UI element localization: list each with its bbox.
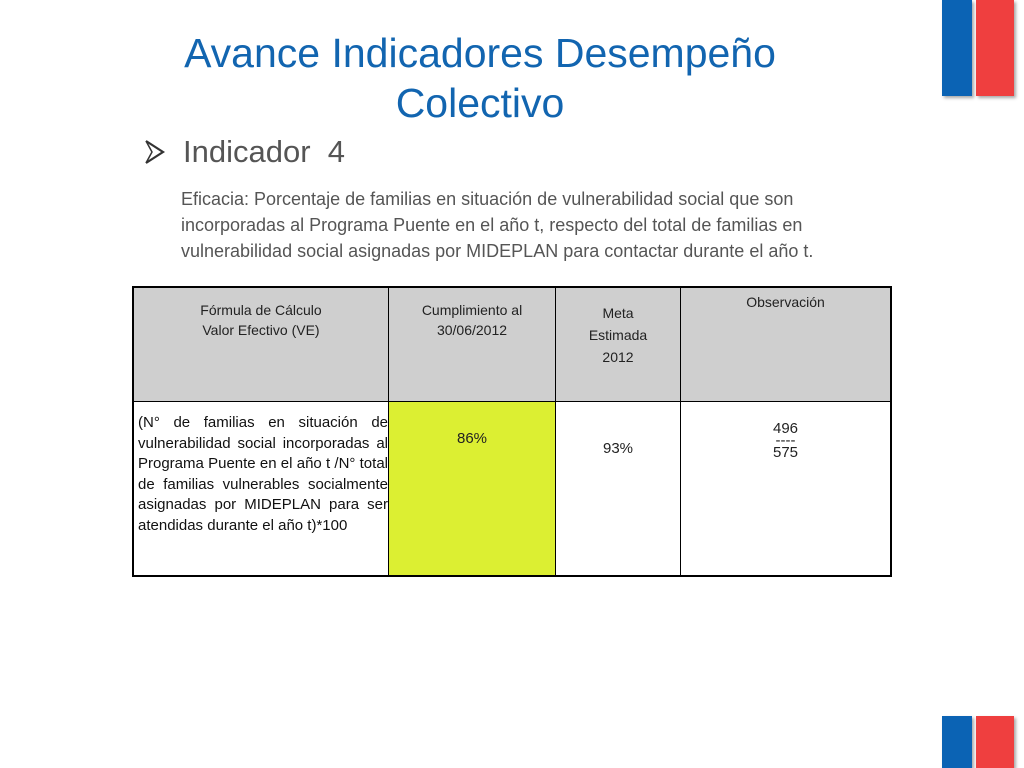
table-row	[133, 402, 891, 577]
title-line-2: Colectivo	[395, 80, 565, 126]
cell-observacion	[681, 402, 892, 577]
arrow-right-icon	[143, 138, 167, 166]
header-observacion-label: Observación	[746, 294, 825, 310]
observacion-denominator: 575	[772, 444, 799, 461]
header-meta-line1: Meta	[602, 305, 634, 321]
cell-cumplimiento	[389, 402, 556, 577]
indicator-description: Eficacia: Porcentaje de familias en situación de vulnerabilidad social que son incorporadas al Programa Puente en el año t, respecto del total de familias en vulnerabilidad social asignadas por MIDEPLAN para contactar durante el año t.	[181, 189, 814, 261]
flag-decoration-bottom	[942, 716, 1014, 768]
header-meta-line3: 2012	[602, 349, 634, 365]
header-cumplimiento-line1: Cumplimiento al	[421, 302, 523, 318]
header-formula-line2: Valor Efectivo (VE)	[202, 322, 320, 338]
flag-blue-stripe	[942, 0, 972, 96]
header-cumplimiento	[389, 287, 556, 402]
cumplimiento-value: 86%	[456, 430, 488, 447]
header-formula	[133, 287, 389, 402]
observacion-separator: ----	[775, 432, 796, 449]
meta-value: 93%	[602, 440, 634, 457]
header-observacion	[681, 287, 892, 402]
flag-red-stripe	[976, 0, 1014, 96]
indicator-table	[132, 286, 892, 577]
slide-title	[130, 28, 830, 128]
observacion-fraction	[681, 402, 890, 460]
header-meta-line2: Estimada	[588, 327, 648, 343]
flag-red-stripe	[976, 716, 1014, 768]
title-line-1: Avance Indicadores Desempeño	[184, 30, 776, 76]
flag-decoration-top	[942, 0, 1014, 96]
cell-formula: (N° de familias en situación de vulnerabilidad social incorporadas al Programa Puente en el año t /N° total de familias vulnerables socialmente asignadas por MIDEPLAN para ser atendidas durante el año t)*100	[133, 402, 389, 577]
flag-blue-stripe	[942, 716, 972, 768]
header-formula-line1: Fórmula de Cálculo	[200, 302, 322, 318]
observacion-numerator: 496	[772, 420, 799, 437]
indicator-bullet	[143, 134, 345, 170]
indicator-label: Indicador 4	[183, 134, 345, 169]
header-meta	[556, 287, 681, 402]
table-header-row	[133, 287, 891, 402]
cell-meta	[556, 402, 681, 577]
header-cumplimiento-line2: 30/06/2012	[436, 322, 508, 338]
